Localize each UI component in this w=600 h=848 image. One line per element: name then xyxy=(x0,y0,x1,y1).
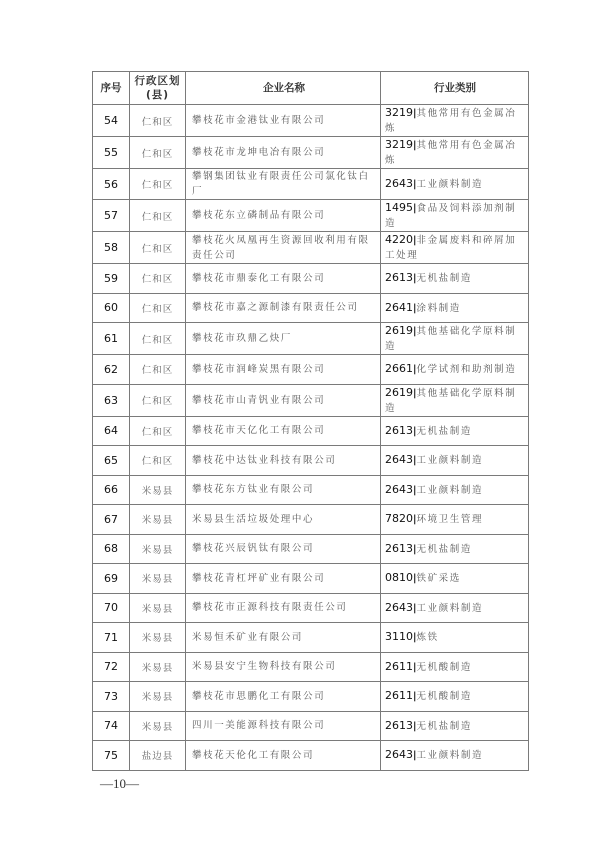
industry-separator: | xyxy=(413,302,417,314)
cell-no: 72 xyxy=(93,652,130,682)
industry-name: 炼铁 xyxy=(416,632,439,644)
cell-no: 56 xyxy=(93,169,130,200)
cell-no: 71 xyxy=(93,623,130,653)
industry-code: 4220 xyxy=(385,233,413,246)
cell-district: 仁和区 xyxy=(130,264,186,294)
industry-name: 工业颜料制造 xyxy=(416,455,484,467)
cell-company: 攀枝花市山青钒业有限公司 xyxy=(186,384,381,416)
cell-company: 攀枝花火凤凰再生资源回收利用有限责任公司 xyxy=(186,232,381,264)
cell-district: 仁和区 xyxy=(130,384,186,416)
cell-industry xyxy=(381,505,529,535)
industry-code: 2613 xyxy=(385,271,413,285)
cell-company: 攀枝花市天亿化工有限公司 xyxy=(186,416,381,446)
cell-no: 68 xyxy=(93,534,130,564)
table-row xyxy=(93,593,529,623)
industry-name: 食品及饲料添加剂制造 xyxy=(385,203,517,229)
industry-code: 2613 xyxy=(385,541,413,555)
cell-district: 米易县 xyxy=(130,564,186,594)
cell-no: 75 xyxy=(93,741,130,771)
cell-district: 仁和区 xyxy=(130,137,186,169)
industry-code: 2643 xyxy=(385,748,413,762)
industry-code: 2643 xyxy=(385,600,413,614)
cell-company: 攀枝花市正源科技有限责任公司 xyxy=(186,593,381,623)
cell-district: 米易县 xyxy=(130,711,186,741)
industry-code: 2619 xyxy=(385,324,413,337)
industry-code: 3110 xyxy=(385,630,413,644)
industry-separator: | xyxy=(413,750,417,762)
cell-company: 米易县安宁生物科技有限公司 xyxy=(186,652,381,682)
table-row xyxy=(93,711,529,741)
industry-name: 无机盐制造 xyxy=(416,720,472,732)
industry-code: 2641 xyxy=(385,300,413,314)
industry-name: 化学试剂和助剂制造 xyxy=(416,364,517,376)
cell-district: 米易县 xyxy=(130,505,186,535)
cell-no: 69 xyxy=(93,564,130,594)
cell-district: 米易县 xyxy=(130,682,186,712)
industry-separator: | xyxy=(413,140,417,151)
cell-district: 仁和区 xyxy=(130,169,186,200)
cell-no: 73 xyxy=(93,682,130,712)
cell-no: 61 xyxy=(93,323,130,355)
industry-name: 其他常用有色金属冶炼 xyxy=(385,108,517,134)
industry-separator: | xyxy=(413,203,417,214)
industry-name: 其他常用有色金属冶炼 xyxy=(385,140,517,166)
cell-no: 64 xyxy=(93,416,130,446)
industry-separator: | xyxy=(413,720,417,732)
industry-separator: | xyxy=(413,455,417,467)
table-row xyxy=(93,682,529,712)
header-district-line1: 行政区划 xyxy=(134,75,181,87)
cell-industry xyxy=(381,446,529,476)
industry-code: 3219 xyxy=(385,106,413,119)
cell-company: 攀枝花青杠坪矿业有限公司 xyxy=(186,564,381,594)
cell-district: 米易县 xyxy=(130,623,186,653)
industry-name: 工业颜料制造 xyxy=(416,179,484,190)
cell-industry xyxy=(381,137,529,169)
cell-no: 66 xyxy=(93,475,130,505)
cell-company: 四川一美能源科技有限公司 xyxy=(186,711,381,741)
cell-no: 63 xyxy=(93,384,130,416)
table-row xyxy=(93,384,529,416)
cell-no: 67 xyxy=(93,505,130,535)
cell-no: 65 xyxy=(93,446,130,476)
cell-industry xyxy=(381,105,529,137)
cell-no: 59 xyxy=(93,264,130,294)
cell-industry xyxy=(381,293,529,323)
cell-company: 攀枝花中达钛业科技有限公司 xyxy=(186,446,381,476)
industry-name: 工业颜料制造 xyxy=(416,602,484,614)
cell-company: 攀枝花兴辰钒钛有限公司 xyxy=(186,534,381,564)
cell-industry xyxy=(381,169,529,200)
cell-district: 仁和区 xyxy=(130,355,186,385)
header-district-line2: (县) xyxy=(145,89,170,101)
cell-industry xyxy=(381,475,529,505)
industry-code: 2643 xyxy=(385,453,413,467)
cell-no: 70 xyxy=(93,593,130,623)
table-row xyxy=(93,264,529,294)
cell-company: 攀枝花天伦化工有限公司 xyxy=(186,741,381,771)
industry-name: 工业颜料制造 xyxy=(416,484,484,496)
industry-name: 工业颜料制造 xyxy=(416,750,484,762)
cell-industry xyxy=(381,564,529,594)
industry-code: 2611 xyxy=(385,659,413,673)
table-row xyxy=(93,355,529,385)
industry-separator: | xyxy=(413,691,417,703)
cell-district: 米易县 xyxy=(130,593,186,623)
cell-industry xyxy=(381,682,529,712)
enterprise-table xyxy=(92,71,529,771)
cell-industry xyxy=(381,711,529,741)
cell-no: 57 xyxy=(93,200,130,232)
cell-no: 60 xyxy=(93,293,130,323)
industry-name: 无机酸制造 xyxy=(416,661,472,673)
cell-no: 58 xyxy=(93,232,130,264)
cell-district: 仁和区 xyxy=(130,446,186,476)
table-row xyxy=(93,741,529,771)
industry-name: 无机盐制造 xyxy=(416,425,472,437)
industry-separator: | xyxy=(413,543,417,555)
header-no: 序号 xyxy=(93,72,130,105)
industry-name: 无机酸制造 xyxy=(416,691,472,703)
industry-separator: | xyxy=(413,514,417,526)
industry-separator: | xyxy=(413,387,417,399)
industry-code: 2619 xyxy=(385,385,413,399)
cell-industry xyxy=(381,623,529,653)
header-industry: 行业类别 xyxy=(381,72,529,105)
industry-separator: | xyxy=(413,108,417,119)
cell-industry xyxy=(381,264,529,294)
cell-company: 攀钢集团钛业有限责任公司氯化钛白厂 xyxy=(186,169,381,200)
industry-separator: | xyxy=(413,425,417,437)
table-row xyxy=(93,137,529,169)
industry-separator: | xyxy=(413,602,417,614)
industry-code: 2613 xyxy=(385,718,413,732)
industry-code: 2661 xyxy=(385,362,413,376)
industry-separator: | xyxy=(413,326,417,337)
industry-code: 7820 xyxy=(385,512,413,526)
industry-code: 1495 xyxy=(385,201,413,214)
industry-name: 其他基础化学原料制造 xyxy=(385,326,517,352)
header-company: 企业名称 xyxy=(186,72,381,105)
industry-code: 3219 xyxy=(385,138,413,151)
cell-industry xyxy=(381,232,529,264)
cell-district: 仁和区 xyxy=(130,323,186,355)
cell-industry xyxy=(381,323,529,355)
table-row xyxy=(93,105,529,137)
cell-industry xyxy=(381,355,529,385)
cell-company: 攀枝花市嘉之源制漆有限责任公司 xyxy=(186,293,381,323)
industry-code: 2643 xyxy=(385,482,413,496)
table-row xyxy=(93,169,529,200)
page-number: —10— xyxy=(100,776,139,791)
cell-no: 62 xyxy=(93,355,130,385)
industry-separator: | xyxy=(413,661,417,673)
header-district xyxy=(130,72,186,105)
cell-industry xyxy=(381,416,529,446)
table-row xyxy=(93,534,529,564)
industry-code: 0810 xyxy=(385,571,413,585)
industry-code: 2611 xyxy=(385,689,413,703)
table-header-row xyxy=(93,72,529,105)
cell-industry xyxy=(381,741,529,771)
industry-separator: | xyxy=(413,632,417,644)
cell-industry xyxy=(381,200,529,232)
industry-name: 非金属废料和碎屑加工处理 xyxy=(385,235,517,261)
industry-separator: | xyxy=(413,273,417,285)
table-row xyxy=(93,652,529,682)
industry-code: 2613 xyxy=(385,423,413,437)
table-row xyxy=(93,200,529,232)
cell-company: 攀枝花市思鹏化工有限公司 xyxy=(186,682,381,712)
industry-separator: | xyxy=(413,573,417,585)
industry-name: 涂料制造 xyxy=(416,302,461,314)
table-row xyxy=(93,293,529,323)
table-row xyxy=(93,323,529,355)
industry-name: 无机盐制造 xyxy=(416,543,472,555)
cell-district: 仁和区 xyxy=(130,200,186,232)
table-row xyxy=(93,505,529,535)
cell-no: 74 xyxy=(93,711,130,741)
cell-industry xyxy=(381,652,529,682)
industry-name: 无机盐制造 xyxy=(416,273,472,285)
cell-company: 攀枝花市玖鼎乙炔厂 xyxy=(186,323,381,355)
cell-district: 仁和区 xyxy=(130,293,186,323)
cell-district: 米易县 xyxy=(130,534,186,564)
table-row xyxy=(93,416,529,446)
industry-name: 铁矿采选 xyxy=(416,573,461,585)
cell-industry xyxy=(381,593,529,623)
industry-name: 环境卫生管理 xyxy=(416,514,484,526)
cell-district: 米易县 xyxy=(130,652,186,682)
cell-company: 米易恒禾矿业有限公司 xyxy=(186,623,381,653)
cell-industry xyxy=(381,534,529,564)
industry-separator: | xyxy=(413,364,417,376)
table-row xyxy=(93,232,529,264)
cell-company: 米易县生活垃圾处理中心 xyxy=(186,505,381,535)
cell-district: 盐边县 xyxy=(130,741,186,771)
industry-code: 2643 xyxy=(385,177,413,190)
table-row xyxy=(93,564,529,594)
cell-company: 攀枝花东立磷制品有限公司 xyxy=(186,200,381,232)
table-body xyxy=(93,105,529,771)
table-row xyxy=(93,475,529,505)
cell-district: 仁和区 xyxy=(130,232,186,264)
cell-no: 55 xyxy=(93,137,130,169)
cell-district: 仁和区 xyxy=(130,105,186,137)
industry-separator: | xyxy=(413,179,417,190)
table-row xyxy=(93,446,529,476)
table-row xyxy=(93,623,529,653)
cell-company: 攀枝花市润峰炭黑有限公司 xyxy=(186,355,381,385)
cell-company: 攀枝花市金港钛业有限公司 xyxy=(186,105,381,137)
industry-separator: | xyxy=(413,235,417,246)
cell-industry xyxy=(381,384,529,416)
cell-company: 攀枝花市鼎泰化工有限公司 xyxy=(186,264,381,294)
industry-name: 其他基础化学原料制造 xyxy=(385,387,517,414)
cell-district: 米易县 xyxy=(130,475,186,505)
cell-company: 攀枝花市龙坤电冶有限公司 xyxy=(186,137,381,169)
industry-separator: | xyxy=(413,484,417,496)
cell-district: 仁和区 xyxy=(130,416,186,446)
cell-no: 54 xyxy=(93,105,130,137)
cell-company: 攀枝花东方钛业有限公司 xyxy=(186,475,381,505)
